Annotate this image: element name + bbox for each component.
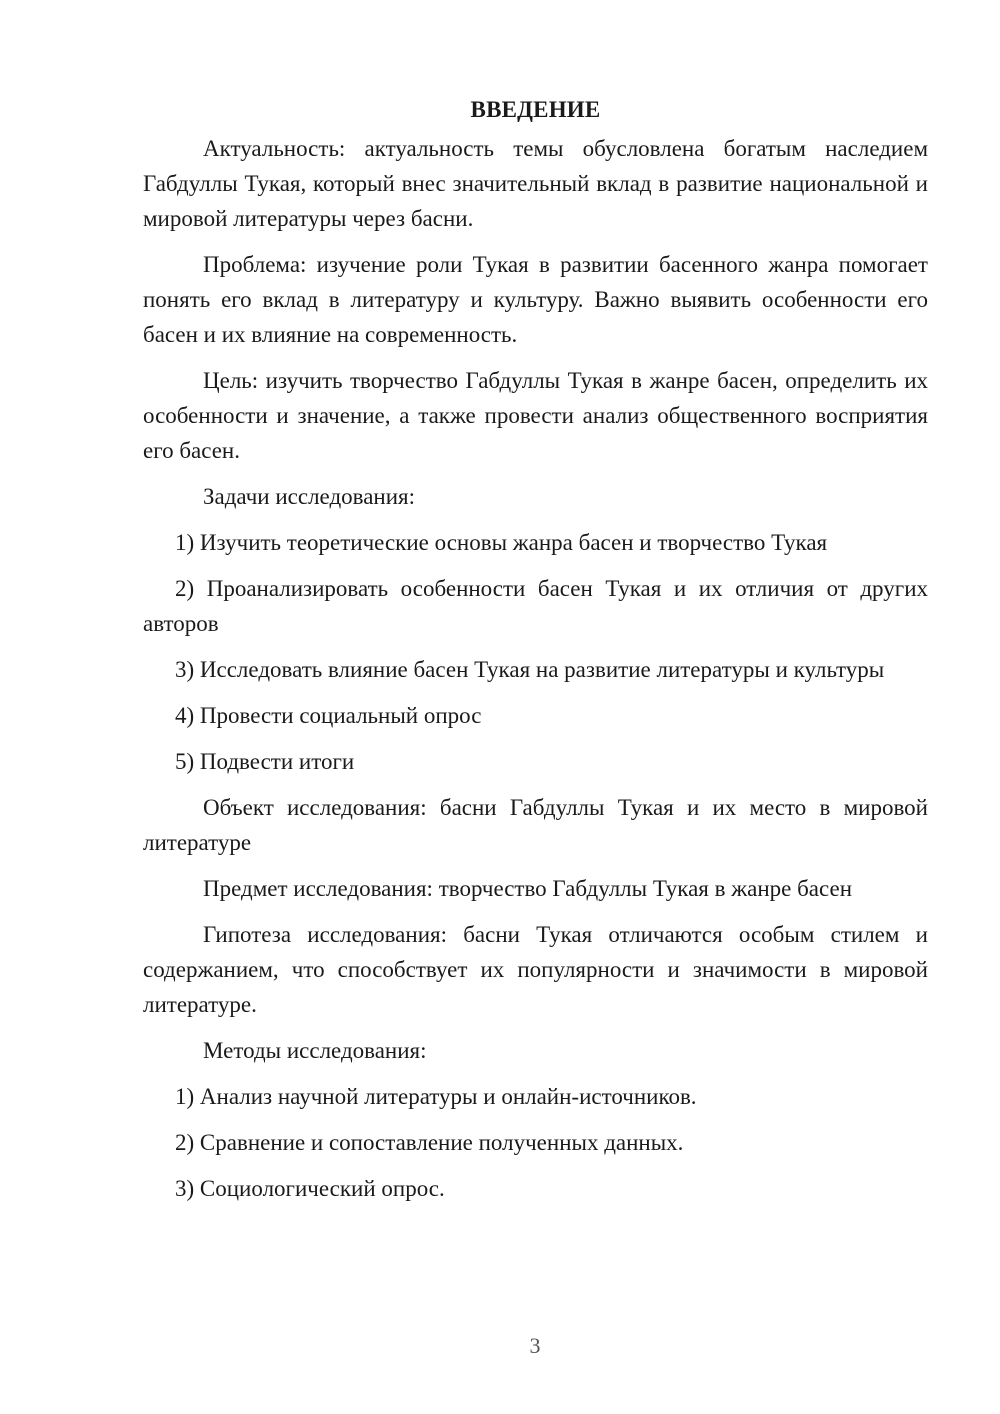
paragraph-subject: Предмет исследования: творчество Габдуллы Тукая в жанре басен (203, 876, 853, 901)
document-page (143, 92, 928, 1217)
paragraph-goal: Цель: изучить творчество Габдуллы Тукая в жанре басен, определить их особенности и значение, а также провести анализ общественного восприятия его басен. (143, 368, 928, 463)
tasks-label: Задачи исследования: (203, 484, 416, 509)
task-item: 3) Исследовать влияние басен Тукая на развитие литературы и культуры (175, 657, 885, 682)
paragraph-relevance: Актуальность: актуальность темы обусловлена богатым наследием Габдуллы Тукая, который внес значительный вклад в развитие национальной и мировой литературы через басни. (143, 136, 928, 231)
method-item: 3) Социологический опрос. (175, 1176, 445, 1201)
task-item: 4) Провести социальный опрос (175, 703, 482, 728)
method-item: 1) Анализ научной литературы и онлайн-источников. (175, 1084, 697, 1109)
method-item: 2) Сравнение и сопоставление полученных данных. (175, 1130, 684, 1155)
task-item: 5) Подвести итоги (175, 749, 355, 774)
task-item: 2) Проанализировать особенности басен Тукая и их отличия от других авторов (143, 576, 928, 636)
task-item: 1) Изучить теоретические основы жанра басен и творчество Тукая (175, 530, 828, 555)
section-heading: ВВЕДЕНИЕ (470, 97, 601, 122)
methods-label: Методы исследования: (203, 1038, 427, 1063)
paragraph-problem: Проблема: изучение роли Тукая в развитии басенного жанра помогает понять его вклад в литературу и культуру. Важно выявить особенности его басен и их влияние на современность. (143, 252, 928, 347)
paragraph-hypothesis: Гипотеза исследования: басни Тукая отличаются особым стилем и содержанием, что способствует их популярности и значимости в мировой литературе. (143, 922, 928, 1017)
paragraph-object: Объект исследования: басни Габдуллы Тукая и их место в мировой литературе (143, 795, 928, 855)
page-number: 3 (529, 1333, 541, 1358)
